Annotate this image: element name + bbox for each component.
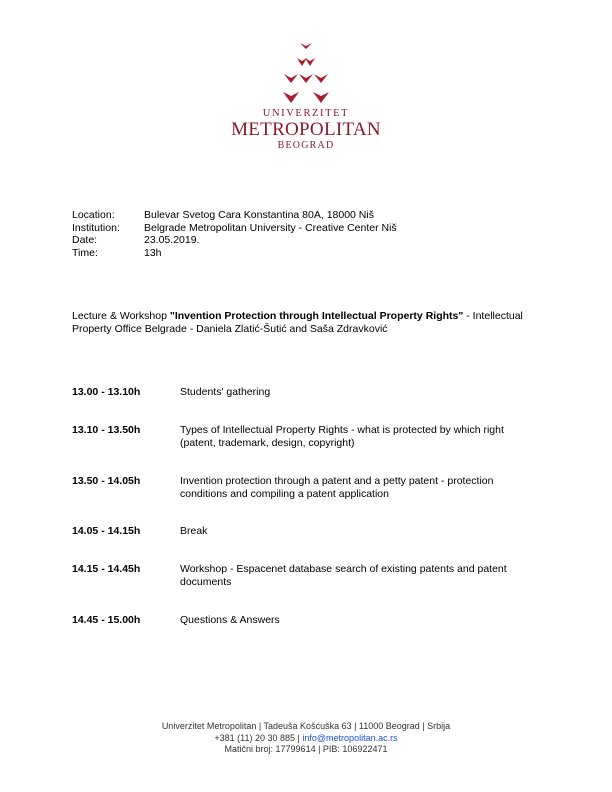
info-row-date: [72, 234, 397, 247]
footer-address: Univerzitet Metropolitan | Tadeuša Košćuška 63 | 11000 Beograd | Srbija: [161, 721, 451, 731]
intro-title: "Invention Protection through Intellectual Property Rights": [169, 310, 464, 322]
footer-contact: [0, 733, 612, 745]
chevrons-logo-icon: [261, 40, 351, 106]
schedule-row: [72, 614, 542, 627]
footer: [0, 721, 612, 756]
logo-text-univerzitet: UNIVERZITET: [262, 108, 350, 119]
footer-registration: Matični broj: 17799614 | PIB: 106922471: [224, 744, 388, 754]
schedule-time: 14.45 - 15.00h: [72, 614, 141, 626]
schedule-text: Types of Intellectual Property Rights - what is protected by which right (patent, trademark, design, copyright): [180, 424, 504, 449]
logo-text-metropolitan: METROPOLITAN: [231, 119, 381, 140]
schedule-text: Workshop - Espacenet database search of existing patents and patent documents: [180, 563, 507, 588]
schedule-time: 13.50 - 14.05h: [72, 475, 141, 487]
schedule-time: 14.15 - 14.45h: [72, 563, 141, 575]
intro-suffix: - Intellectual Property Office Belgrade - Daniela Zlatić-Šutić and Saša Zdravković: [72, 310, 523, 335]
info-label: Location:: [72, 209, 115, 221]
logo-text-beograd: BEOGRAD: [277, 140, 335, 151]
schedule-time: 13.10 - 13.50h: [72, 424, 141, 436]
schedule-text: Invention protection through a patent and a petty patent - protection conditions and compiling a patent application: [180, 475, 494, 500]
info-label: Institution:: [72, 221, 120, 234]
event-info: [72, 209, 397, 259]
info-row-time: [72, 247, 397, 260]
schedule-text: Questions & Answers: [180, 614, 280, 626]
footer-email-link[interactable]: info@metropolitan.ac.rs: [302, 732, 398, 743]
schedule-row: [72, 525, 542, 538]
info-label: Time:: [72, 246, 98, 259]
schedule-time: 13.00 - 13.10h: [72, 386, 141, 398]
schedule-row: [72, 386, 542, 399]
schedule-row: [72, 563, 542, 589]
info-value: Bulevar Svetog Cara Konstantina 80A, 18000 Niš: [144, 209, 374, 221]
event-description: [72, 310, 552, 336]
schedule-text: Break: [180, 525, 208, 537]
schedule-time: 14.05 - 14.15h: [72, 525, 141, 537]
schedule-row: [72, 424, 542, 450]
info-row-location: [72, 209, 397, 222]
info-value: 23.05.2019.: [144, 234, 200, 246]
info-value: 13h: [144, 246, 162, 259]
intro-prefix: Lecture & Workshop: [72, 310, 170, 322]
university-logo: [0, 40, 612, 152]
info-value: Belgrade Metropolitan University - Creative Center Niš: [144, 221, 397, 234]
info-label: Date:: [72, 234, 98, 246]
footer-phone: +381 (11) 20 30 885 |: [214, 732, 303, 743]
schedule-row: [72, 475, 542, 501]
info-row-institution: [72, 222, 397, 235]
schedule-text: Students' gathering: [180, 386, 271, 398]
